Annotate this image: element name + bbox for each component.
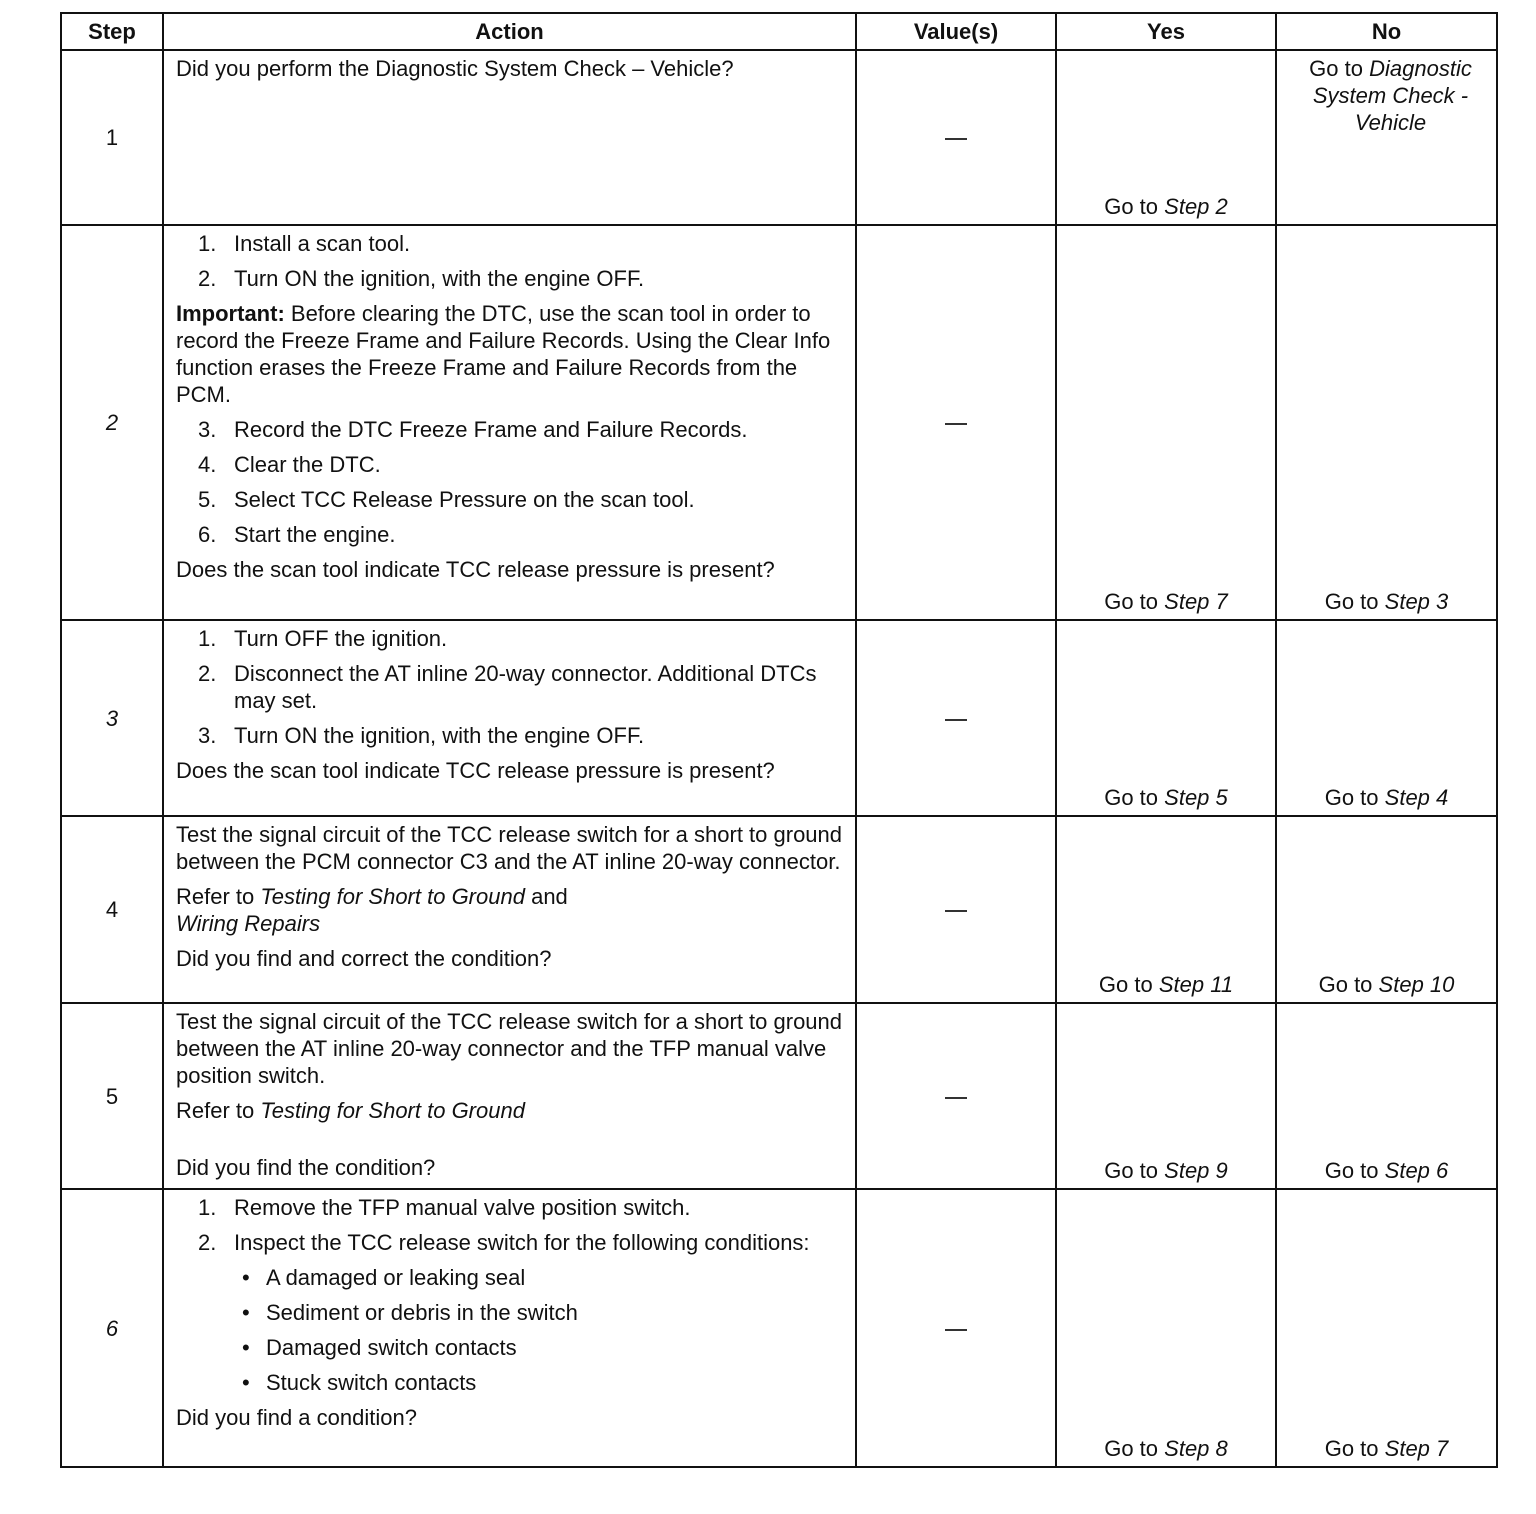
value-cell xyxy=(856,225,1056,620)
action-cell xyxy=(163,1003,856,1189)
goto-prefix: Go to xyxy=(1104,1436,1159,1461)
table-row xyxy=(61,50,1497,225)
yes-link[interactable]: Step 5 xyxy=(1164,785,1228,810)
value-cell xyxy=(856,50,1056,225)
yes-link[interactable]: Step 8 xyxy=(1164,1436,1228,1461)
list-item: 2. Disconnect the AT inline 20-way connector. Additional DTCs may set. xyxy=(198,661,817,713)
no-link[interactable]: Step 4 xyxy=(1384,785,1449,810)
value-dash xyxy=(945,719,967,721)
important-label: Important: xyxy=(176,301,285,326)
list-item: 3. Record the DTC Freeze Frame and Failure Records. xyxy=(198,417,748,442)
no-cell[interactable] xyxy=(1276,1003,1497,1189)
goto-prefix: Go to xyxy=(1324,785,1379,810)
value-dash xyxy=(945,138,967,140)
header-no: No xyxy=(1276,13,1497,50)
goto-prefix: Go to xyxy=(1098,972,1153,997)
yes-cell[interactable] xyxy=(1056,620,1276,816)
goto-prefix: Go to xyxy=(1309,56,1363,81)
bullet-item: • Damaged switch contacts xyxy=(242,1335,517,1360)
goto-prefix: Go to xyxy=(1324,1436,1379,1461)
list-item: 3. Turn ON the ignition, with the engine OFF. xyxy=(198,723,645,748)
header-yes: Yes xyxy=(1056,13,1276,50)
value-cell xyxy=(856,816,1056,1003)
list-item: 6. Start the engine. xyxy=(198,522,396,547)
yes-link[interactable]: Step 9 xyxy=(1164,1158,1228,1183)
goto-prefix: Go to xyxy=(1318,972,1373,997)
step-number: 6 xyxy=(61,1189,163,1467)
step-number: 1 xyxy=(61,50,163,225)
action-cell xyxy=(163,816,856,1003)
goto-prefix: Go to xyxy=(1324,1158,1379,1183)
action-list xyxy=(176,230,847,292)
header-values: Value(s) xyxy=(856,13,1056,50)
bullet-item: • Sediment or debris in the switch xyxy=(242,1300,578,1325)
bullet-item: • A damaged or leaking seal xyxy=(242,1265,526,1290)
yes-cell[interactable] xyxy=(1056,225,1276,620)
value-dash xyxy=(945,1097,967,1099)
action-question: Did you find the condition? xyxy=(176,1155,436,1180)
refer-text: Refer to Testing for Short to Ground xyxy=(176,1098,525,1123)
action-question: Did you find a condition? xyxy=(176,1405,417,1430)
action-question: Does the scan tool indicate TCC release pressure is present? xyxy=(176,557,775,582)
diagnostic-table xyxy=(60,12,1498,1468)
action-cell xyxy=(163,620,856,816)
header-step: Step xyxy=(61,13,163,50)
value-dash xyxy=(945,423,967,425)
no-link[interactable]: Step 6 xyxy=(1384,1158,1449,1183)
no-link[interactable]: Diagnostic System Check - Vehicle xyxy=(1312,56,1472,135)
table-row xyxy=(61,1189,1497,1467)
action-text: Did you perform the Diagnostic System Check – Vehicle? xyxy=(176,56,734,81)
yes-link[interactable]: Step 7 xyxy=(1164,589,1228,614)
goto-prefix: Go to xyxy=(1104,194,1159,219)
step-number: 2 xyxy=(61,225,163,620)
yes-link[interactable]: Step 11 xyxy=(1158,972,1234,997)
yes-cell[interactable] xyxy=(1056,1003,1276,1189)
no-cell[interactable] xyxy=(1276,225,1497,620)
list-item: 1. Install a scan tool. xyxy=(198,231,411,256)
table-row xyxy=(61,816,1497,1003)
header-row xyxy=(61,13,1497,50)
action-question: Does the scan tool indicate TCC release pressure is present? xyxy=(176,758,775,783)
no-cell[interactable] xyxy=(1276,50,1497,225)
list-item: 2. Turn ON the ignition, with the engine OFF. xyxy=(198,266,645,291)
list-item: 1. Remove the TFP manual valve position switch. xyxy=(198,1195,691,1220)
list-item: 5. Select TCC Release Pressure on the scan tool. xyxy=(198,487,695,512)
action-cell xyxy=(163,225,856,620)
bullet-list xyxy=(176,1264,847,1396)
step-number: 5 xyxy=(61,1003,163,1189)
important-note: Important: Before clearing the DTC, use the scan tool in order to record the Freeze Frame and Failure Records. Using the Clear Info function erases the Freeze Frame and Failure Records from the PCM. xyxy=(176,301,831,407)
bullet-item: • Stuck switch contacts xyxy=(242,1370,477,1395)
step-number: 4 xyxy=(61,816,163,1003)
yes-cell[interactable] xyxy=(1056,50,1276,225)
no-cell[interactable] xyxy=(1276,816,1497,1003)
yes-cell[interactable] xyxy=(1056,816,1276,1003)
step-number: 3 xyxy=(61,620,163,816)
no-link[interactable]: Step 7 xyxy=(1384,1436,1449,1461)
action-list xyxy=(176,416,847,548)
goto-prefix: Go to xyxy=(1104,589,1159,614)
refer-text: Refer to Testing for Short to Ground and Wiring Repairs xyxy=(176,884,568,936)
refer-link[interactable]: Testing for Short to Ground xyxy=(260,884,525,909)
action-list xyxy=(176,1194,847,1256)
refer-link[interactable]: Testing for Short to Ground xyxy=(260,1098,525,1123)
value-cell xyxy=(856,1003,1056,1189)
yes-cell[interactable] xyxy=(1056,1189,1276,1467)
list-item: 4. Clear the DTC. xyxy=(198,452,381,477)
value-cell xyxy=(856,1189,1056,1467)
table-row xyxy=(61,1003,1497,1189)
yes-link[interactable]: Step 2 xyxy=(1164,194,1228,219)
refer-link[interactable]: Wiring Repairs xyxy=(176,911,321,936)
action-text: Test the signal circuit of the TCC release switch for a short to ground between the PCM connector C3 and the AT inline 20-way connector. xyxy=(176,822,843,874)
action-text: Test the signal circuit of the TCC release switch for a short to ground between the AT inline 20-way connector and the TFP manual valve position switch. xyxy=(176,1009,843,1088)
no-cell[interactable] xyxy=(1276,620,1497,816)
header-action: Action xyxy=(163,13,856,50)
goto-prefix: Go to xyxy=(1104,785,1159,810)
no-link[interactable]: Step 10 xyxy=(1378,972,1455,997)
action-list xyxy=(176,625,847,749)
action-cell xyxy=(163,50,856,225)
no-link[interactable]: Step 3 xyxy=(1384,589,1449,614)
list-item: 1. Turn OFF the ignition. xyxy=(198,626,448,651)
no-cell[interactable] xyxy=(1276,1189,1497,1467)
table-row xyxy=(61,225,1497,620)
action-cell xyxy=(163,1189,856,1467)
value-cell xyxy=(856,620,1056,816)
list-item: 2. Inspect the TCC release switch for the following conditions: xyxy=(198,1230,810,1255)
value-dash xyxy=(945,910,967,912)
table-row xyxy=(61,620,1497,816)
action-question: Did you find and correct the condition? xyxy=(176,946,552,971)
goto-prefix: Go to xyxy=(1324,589,1379,614)
value-dash xyxy=(945,1329,967,1331)
goto-prefix: Go to xyxy=(1104,1158,1159,1183)
